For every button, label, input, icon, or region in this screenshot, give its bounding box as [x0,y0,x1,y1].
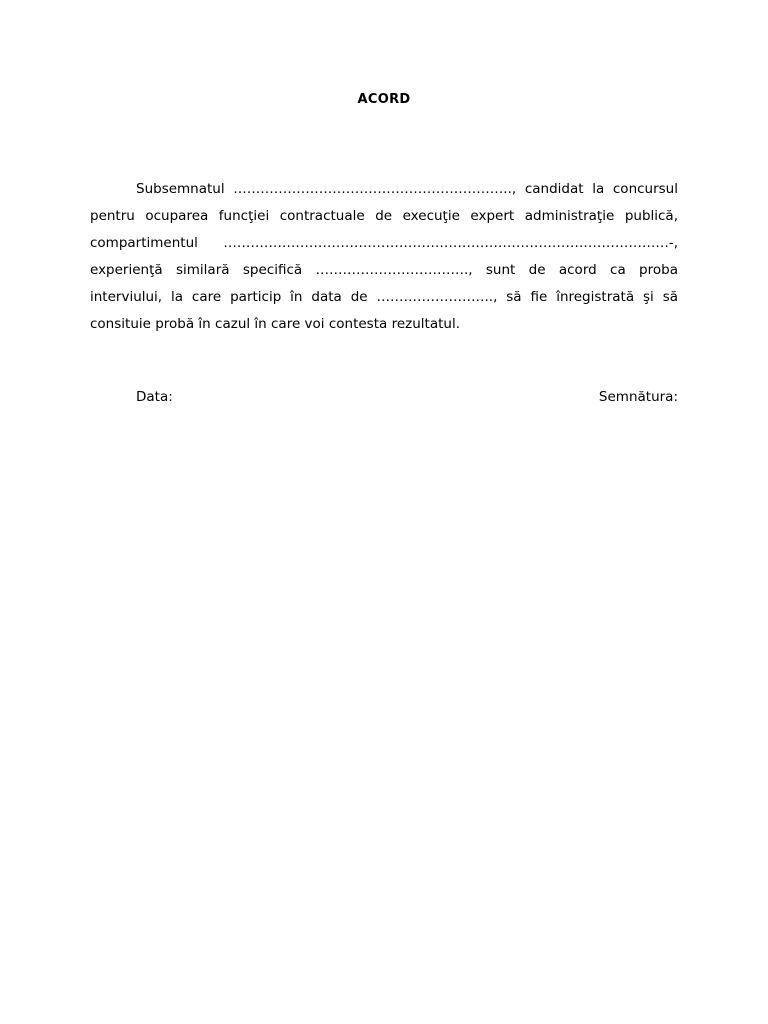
signature-label: Semnătura: [598,389,678,405]
date-label: Data: [136,389,173,405]
document-title: ACORD [357,92,411,107]
agreement-paragraph: Subsemnatul …………………………………………………….., candidat la concursul pentru ocuparea funcţiei contractuale de execuţie expert administraţie publică, compartimentul ………………………………………………………………………………………-, experienţă similară specifică ……………………………., sunt de acord ca proba interviului, la care particip în data de …………………….., să fie înregistrată şi să consituie probă în cazul în care voi contesta rezultatul. [90,181,678,332]
signature-row [136,389,678,405]
